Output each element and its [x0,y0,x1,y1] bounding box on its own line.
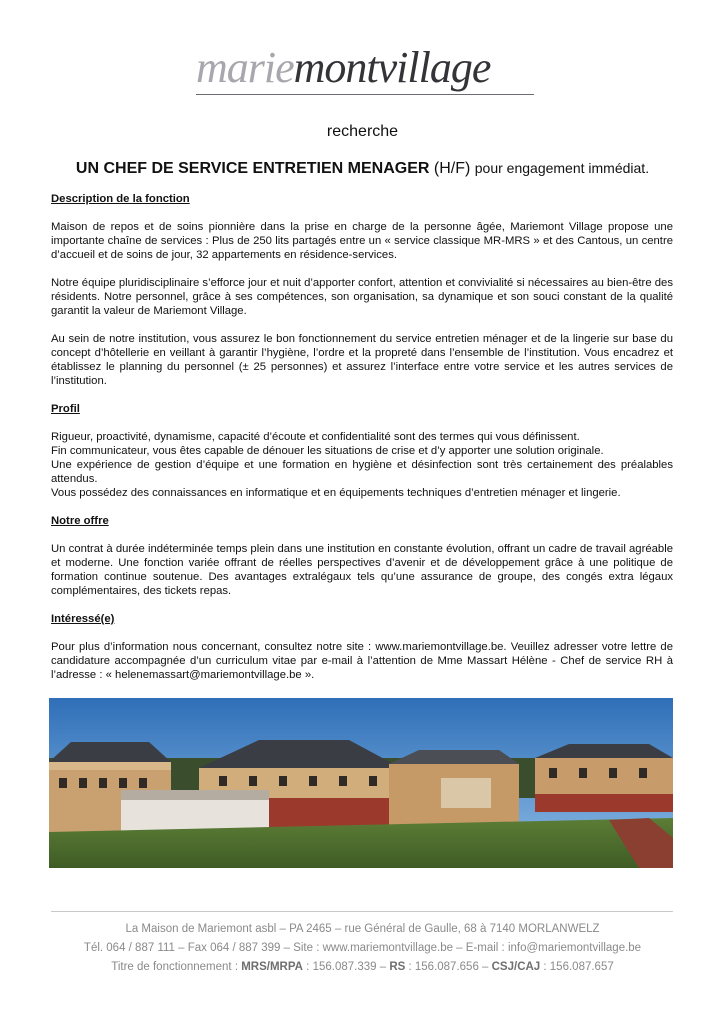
section-title-description: Description de la fonction [51,193,190,205]
job-title-bold: UN CHEF DE SERVICE ENTRETIEN MENAGER [75,160,430,177]
footer-divider [51,911,673,912]
description-paragraph-2: Notre équipe pluridisciplinaire s’efforce jour et nuit d’apporter confort, attention et convivialité si nécessaires au bien-être des résidents. Notre personnel, grâce à ses compétences, son organisation, sa dynamique et son souci constant de la qualité garantit la valeur de Mariemont Village. [51,277,673,317]
offre-paragraph: Un contrat à durée indéterminée temps plein dans une institution en constante évolution, offrant un cadre de travail agréable et moderne. Une fonction variée offrant de réelles perspectives d’avenir et de développement grâce à une politique de formation continue soutenue. Des avantages extralégaux tels qu’une assurance de groupe, des congés extra légaux complémentaires, des tickets repas. [51,543,673,597]
section-title-profil: Profil [51,403,80,415]
mariemont-village-logo [196,44,536,104]
building-photo [49,698,673,868]
section-title-interesse: Intéressé(e) [51,613,115,625]
job-title-tail: pour engagement immédiat. [474,160,650,176]
profil-line-3: Une expérience de gestion d’équipe et une formation en hygiène et désinfection sont très certainement des préalables attendus. [51,459,673,485]
description-paragraph-3: Au sein de notre institution, vous assurez le bon fonctionnement du service entretien ménager et de la lingerie sur base du concept d’hôtellerie en veillant à garantir l’hygiène, l’ordre et la propreté dans l’ensemble de l’institution. Vous encadrez et établissez le planning du personnel (± 25 personnes) et assurez l’interface entre votre service et les autres services de l’institution. [51,333,673,387]
job-title [0,160,725,178]
recherche-label: recherche [326,123,399,140]
profil-line-2: Fin communicateur, vous êtes capable de dénouer les situations de crise et d’y apporter une solution originale. [51,445,604,457]
footer-contact: Tél. 064 / 887 111 – Fax 064 / 887 399 – Site : www.mariemontvillage.be – E-mail : info@mariemontvillage.be [83,942,642,954]
profil-line-1: Rigueur, proactivité, dynamisme, capacité d’écoute et confidentialité sont des termes qui vous définissent. [51,431,580,443]
section-title-offre: Notre offre [51,515,109,527]
footer [0,920,725,977]
job-description-body [51,192,673,682]
profil-line-4: Vous possédez des connaissances en informatique et en équipements techniques d’entretien ménager et lingerie. [51,487,621,499]
profil-paragraph [51,430,673,500]
logo-underline [196,94,534,95]
description-paragraph-1: Maison de repos et de soins pionnière dans la prise en charge de la personne âgée, Mariemont Village propose une importante chaîne de services : Plus de 250 lits partagés entre un « service classique MR-MRS » et des Cantous, un centre d’accueil et de soins de jour, 32 appartements en résidence-services. [51,221,673,261]
footer-address: La Maison de Mariemont asbl – PA 2465 – rue Général de Gaulle, 68 à 7140 MORLANWELZ [125,923,600,935]
footer-licences: Titre de fonctionnement : MRS/MRPA : 156.087.339 – RS : 156.087.656 – CSJ/CAJ : 156.087.657 [111,961,614,973]
interesse-paragraph: Pour plus d’information nous concernant, consultez notre site : www.mariemontvillage.be. Veuillez adresser votre lettre de candidature accompagnée d’un curriculum vitae par e-mail à l’attention de Mme Massart Hélène - Chef de service RH à l’adresse : « helenemassart@mariemontvillage.be ». [51,641,673,681]
logo-wordmark: mariemontvillage [196,43,491,92]
job-title-hf: (H/F) [429,160,475,177]
